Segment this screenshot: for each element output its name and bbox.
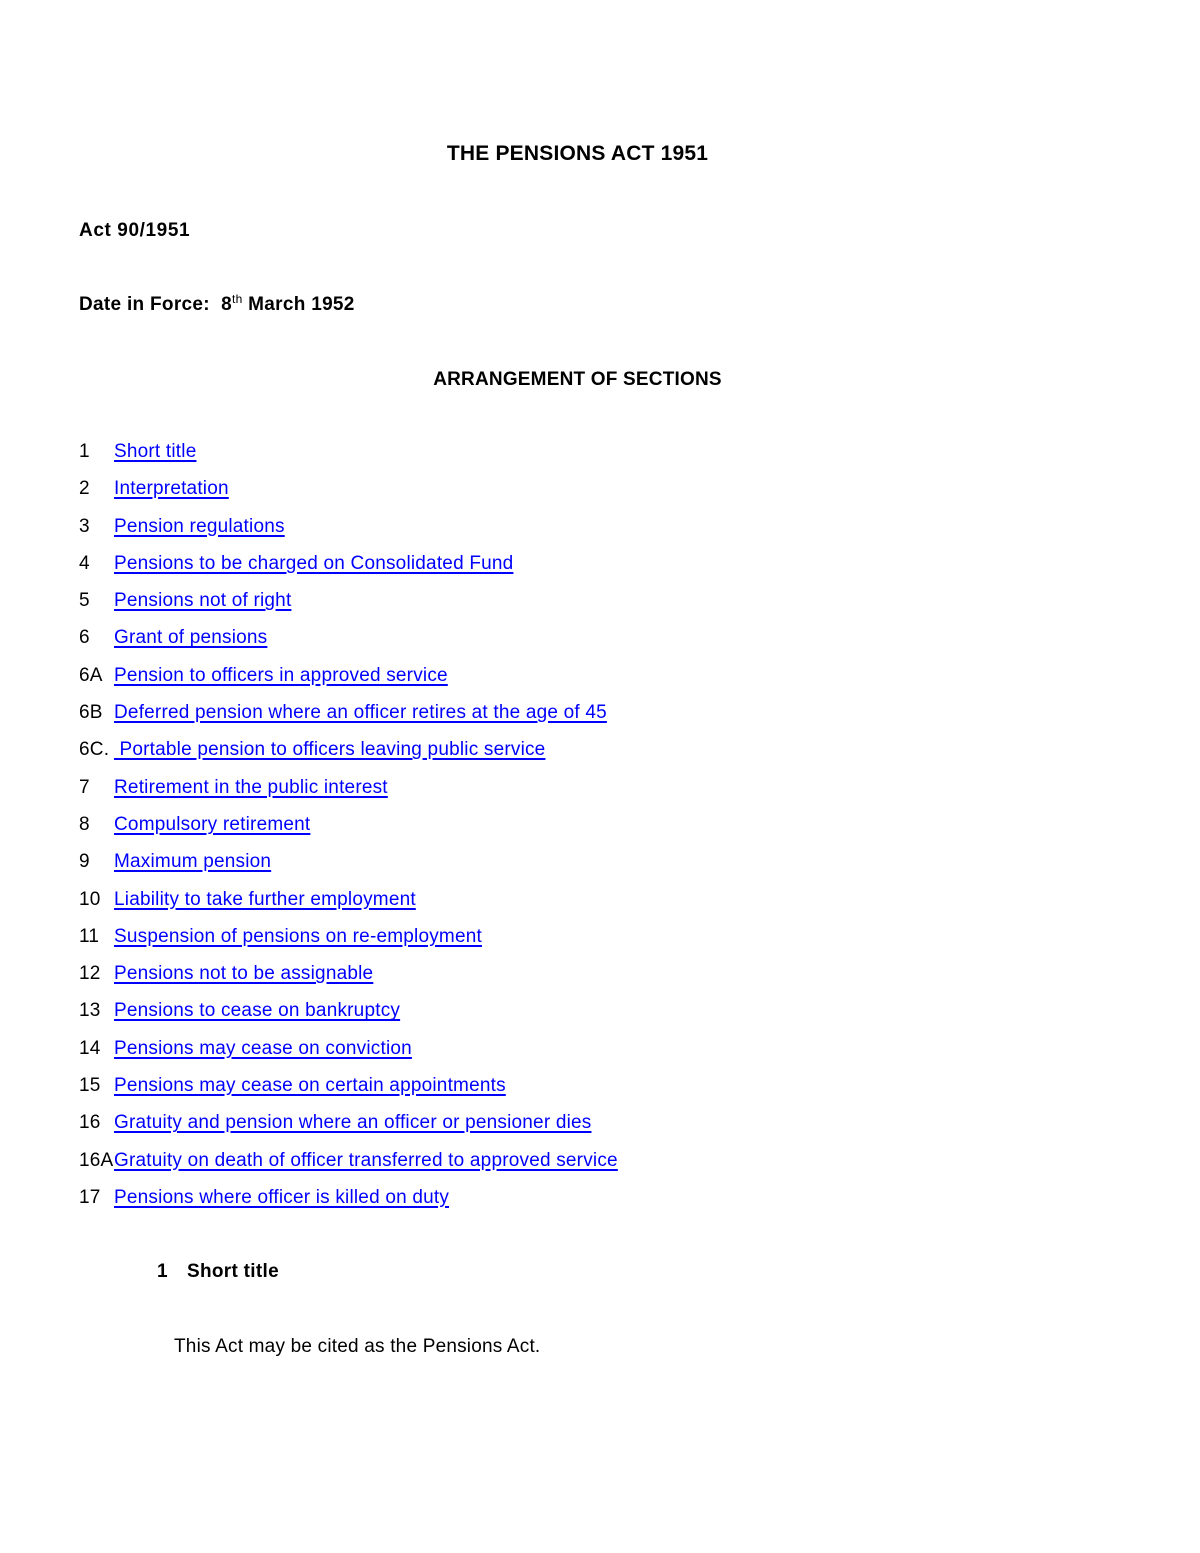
arrangement-heading: ARRANGEMENT OF SECTIONS [433,369,722,390]
table-of-contents [79,441,618,1224]
toc-item-link[interactable]: Pensions may cease on certain appointments [114,1075,506,1097]
toc-item [79,851,618,888]
toc-item-link[interactable]: Compulsory retirement [114,813,311,835]
toc-item-link[interactable]: Pensions to cease on bankruptcy [114,1000,401,1022]
section-heading-number: 1 [157,1261,168,1282]
toc-item-link[interactable]: Short title [114,441,197,462]
toc-item-link[interactable]: Pensions may cease on conviction [114,1037,412,1059]
toc-item [79,1038,618,1075]
toc-item-number: 6B [79,702,103,724]
toc-item [79,590,618,627]
toc-item-link[interactable]: Maximum pension [114,851,272,873]
date-in-force-day-suffix: th [231,292,243,306]
toc-item [79,478,618,515]
toc-item-number: 6A [79,664,103,686]
toc-item [79,516,618,553]
toc-item-link[interactable]: Grant of pensions [114,627,268,649]
toc-item-number: 13 [79,1000,101,1022]
date-in-force-day: 8 [221,294,232,315]
toc-item-link[interactable]: Gratuity on death of officer transferred to approved service [114,1149,618,1171]
toc-item-number: 8 [79,813,90,835]
toc-item [79,889,618,926]
document-title: THE PENSIONS ACT 1951 [446,142,709,165]
toc-item-link[interactable]: Suspension of pensions on re-employment [114,925,482,947]
toc-item-number: 3 [79,515,90,537]
section-heading [157,1261,279,1283]
toc-item [79,1000,618,1037]
toc-item-number: 11 [79,925,100,947]
toc-item-link[interactable]: Portable pension to officers leaving public service [114,739,546,761]
toc-item [79,627,618,664]
act-number: Act 90/1951 [79,220,191,241]
section-heading-title: Short title [187,1261,279,1282]
date-in-force [79,294,355,316]
toc-item-link[interactable]: Pensions not of right [114,590,292,612]
toc-item-link[interactable]: Pension to officers in approved service [114,664,448,686]
toc-item [79,1187,618,1224]
toc-item [79,926,618,963]
toc-item-number: 12 [79,963,101,985]
toc-item-number: 5 [79,590,90,612]
toc-item-number: 1 [79,441,90,462]
toc-item-link[interactable]: Interpretation [114,478,229,500]
toc-item-number: 16 [79,1112,101,1134]
toc-item-number: 10 [79,888,101,910]
toc-item-number: 4 [79,552,90,574]
toc-item-link[interactable]: Deferred pension where an officer retires at the age of 45 [114,702,607,724]
toc-item [79,441,618,478]
toc-item [79,1112,618,1149]
toc-item-number: 17 [79,1186,101,1208]
toc-item [79,1075,618,1112]
toc-item-number: 6 [79,627,90,649]
toc-item-number: 6C. [79,739,110,761]
section-body: This Act may be cited as the Pensions Act. [174,1336,541,1357]
toc-item-number: 7 [79,776,90,798]
toc-item [79,665,618,702]
toc-item-link[interactable]: Gratuity and pension where an officer or pensioner dies [114,1112,592,1134]
date-in-force-label: Date in Force: [79,294,210,315]
toc-item-link[interactable]: Retirement in the public interest [114,776,388,798]
toc-item-link[interactable]: Pensions where officer is killed on duty [114,1186,450,1208]
toc-item-number: 9 [79,851,90,873]
toc-item [79,777,618,814]
toc-item-link[interactable]: Pensions to be charged on Consolidated Fund [114,552,514,574]
toc-item [79,814,618,851]
toc-item-number: 14 [79,1037,101,1059]
date-in-force-rest: March 1952 [248,294,355,315]
toc-item-number: 2 [79,478,90,500]
toc-item [79,739,618,776]
toc-item-link[interactable]: Pensions not to be assignable [114,963,374,985]
toc-item-number: 15 [79,1075,101,1097]
toc-item-link[interactable]: Pension regulations [114,515,285,537]
toc-item [79,1150,618,1187]
toc-item [79,963,618,1000]
toc-item [79,702,618,739]
toc-item-link[interactable]: Liability to take further employment [114,888,416,910]
toc-item-number: 16A [79,1149,114,1171]
toc-item [79,553,618,590]
